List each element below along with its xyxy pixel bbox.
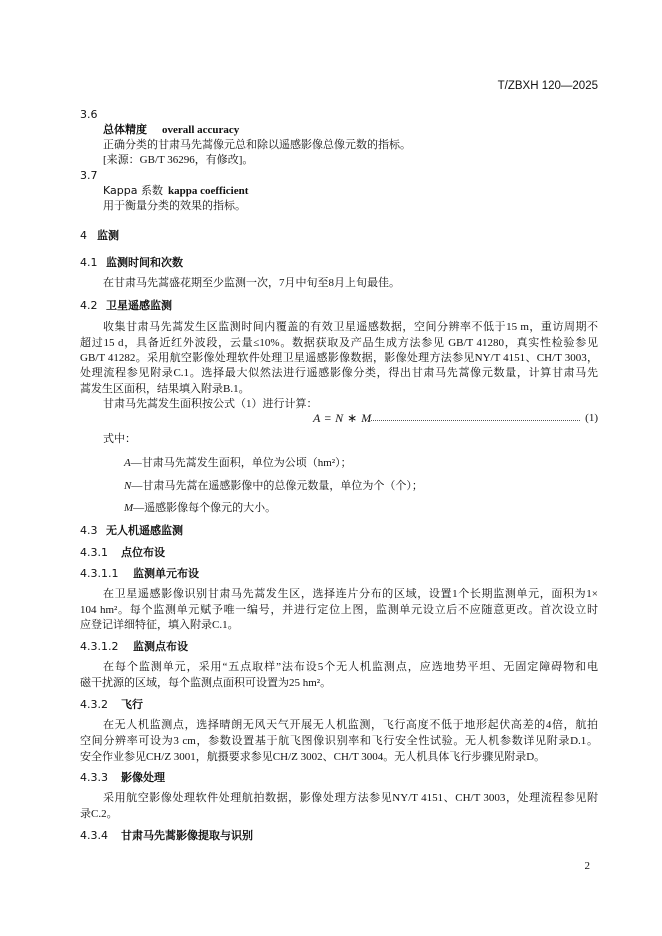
where-description: —甘肃马先蒿发生面积，单位为公顷（hm²）； <box>130 457 352 469</box>
paragraph-line: 104 hm²。每个监测单元赋予唯一编号，并进行定位上图，监测单元设立后不应随意更改。首次设立时 <box>80 604 598 616</box>
term-chinese: Kappa 系数 <box>103 184 163 197</box>
formula-leader-dots <box>368 420 580 421</box>
where-symbol: N <box>124 480 132 492</box>
formula-variable-m: M <box>361 411 372 425</box>
paragraph-line: 在卫星遥感影像识别甘肃马先蒿发生区，选择连片分布的区域，设置1个长期监测单元，面积为1× <box>103 588 598 600</box>
formula-multiply: ∗ <box>347 411 358 425</box>
term-chinese: 总体精度 <box>103 123 147 136</box>
subclause-number: 4.3.1.1 <box>80 567 119 580</box>
subclause-title: 飞行 <box>121 698 143 711</box>
chapter-title: 监测 <box>97 229 119 242</box>
term-source: [来源：GB/T 36296，有修改]。 <box>103 154 254 166</box>
where-label: 式中： <box>103 433 136 445</box>
paragraph-line: 应登记详细特征，填入附录C.1。 <box>80 619 239 631</box>
document-code-header: T/ZBXH 120—2025 <box>497 80 598 92</box>
clause-title: 无人机遥感监测 <box>106 524 183 537</box>
subclause-title: 甘肃马先蒿影像提取与识别 <box>121 829 253 842</box>
where-item <box>124 479 423 493</box>
paragraph-line: 录C.2。 <box>80 808 118 820</box>
paragraph-line: 空间分辨率可设为3 cm，参数设置基于航飞图像识别率和飞行安全性试验。无人机参数详见附录D.1。 <box>80 735 598 747</box>
paragraph-line: 收集甘肃马先蒿发生区监测时间内覆盖的有效卫星遥感数据，空间分辨率不低于15 m，重访周期不 <box>103 321 598 333</box>
clause-title: 监测时间和次数 <box>106 256 183 269</box>
equation-number: (1) <box>585 412 598 424</box>
where-symbol: A <box>124 457 131 469</box>
term-english: kappa coefficient <box>168 185 249 197</box>
subclause-number: 4.3.3 <box>80 771 108 784</box>
term-number: 3.7 <box>80 169 98 182</box>
subclause-number: 4.3.2 <box>80 698 108 711</box>
paragraph-line: 处理流程参见附录C.1。选择最大似然法进行遥感影像分类，得出甘肃马先蒿像元数量，计算甘肃马先 <box>80 367 598 379</box>
where-description: —甘肃马先蒿在遥感影像中的总像元数量，单位为个（个）； <box>131 480 423 492</box>
clause-number: 4.1 <box>80 256 98 269</box>
where-description: —遥感影像每个像元的大小。 <box>133 502 277 514</box>
clause-title: 卫星遥感监测 <box>106 299 172 312</box>
where-symbol: M <box>124 502 134 514</box>
where-item <box>124 456 352 470</box>
paragraph-line: 在每个监测单元，采用“五点取样”法布设5个无人机监测点，应选地势平坦、无固定障碍物和电 <box>103 661 598 673</box>
term-number: 3.6 <box>80 108 98 121</box>
page-number: 2 <box>584 860 590 872</box>
subclause-number: 4.3.1 <box>80 546 108 559</box>
paragraph-line: 在甘肃马先蒿盛花期至少监测一次，7月中旬至8月上旬最佳。 <box>103 277 400 289</box>
paragraph-line: GB/T 41282。采用航空影像处理软件处理卫星遥感影像数据，影像处理方法参见NY/T 4151、CH/T 3003， <box>80 352 598 364</box>
paragraph-line: 磁干扰源的区域，每个监测点面积可设置为25 hm²。 <box>80 677 332 689</box>
subclause-title: 监测点布设 <box>133 640 188 653</box>
term-definition: 正确分类的甘肃马先蒿像元总和除以遥感影像总像元数的指标。 <box>103 139 411 151</box>
formula-intro: 甘肃马先蒿发生面积按公式（1）进行计算： <box>103 398 318 410</box>
area-formula <box>313 411 371 425</box>
paragraph-line: 超过15 d，具备近红外波段，云量≤10%。数据获取及产品生成方法参见 GB/T 41280，真实性检验参见 <box>80 337 598 349</box>
formula-variable-a: A <box>313 411 321 425</box>
where-item <box>124 501 276 515</box>
subclause-number: 4.3.4 <box>80 829 108 842</box>
term-english: overall accuracy <box>162 124 240 136</box>
subclause-number: 4.3.1.2 <box>80 640 119 653</box>
clause-number: 4.2 <box>80 299 98 312</box>
formula-variable-n: N <box>335 411 344 425</box>
subclause-title: 监测单元布设 <box>133 567 199 580</box>
paragraph-line: 采用航空影像处理软件处理航拍数据，影像处理方法参见NY/T 4151、CH/T 3003，处理流程参见附 <box>103 792 598 804</box>
paragraph-line: 安全作业参见CH/Z 3001，航摄要求参见CH/Z 3002、CH/T 3004。无人机具体飞行步骤见附录D。 <box>80 751 546 763</box>
subclause-title: 点位布设 <box>121 546 165 559</box>
paragraph-line: 蒿发生区面积，结果填入附录B.1。 <box>80 383 250 395</box>
subclause-title: 影像处理 <box>121 771 165 784</box>
paragraph-line: 在无人机监测点，选择晴朗无风天气开展无人机监测，飞行高度不低于地形起伏高差的4倍，航拍 <box>103 719 598 731</box>
formula-equals: = <box>324 411 332 425</box>
clause-number: 4.3 <box>80 524 98 537</box>
chapter-number: 4 <box>80 229 87 242</box>
term-definition: 用于衡量分类的效果的指标。 <box>103 200 246 212</box>
